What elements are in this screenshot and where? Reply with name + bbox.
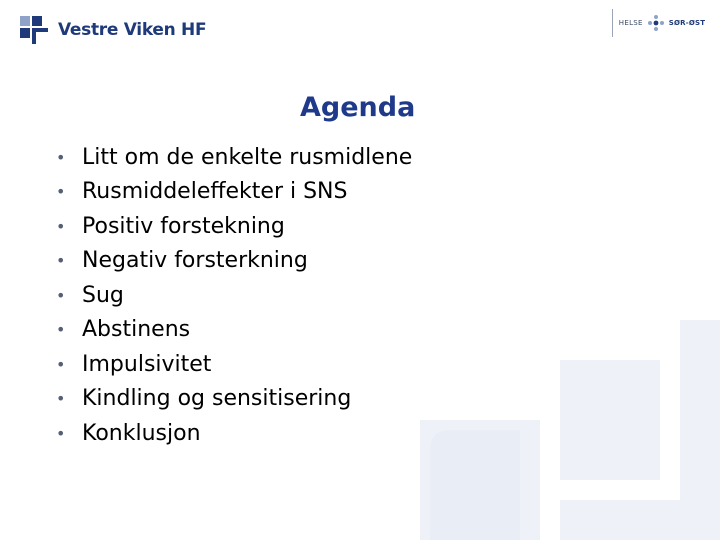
agenda-item-text: Negativ forsterkning xyxy=(82,248,308,274)
organization-name: Vestre Viken HF xyxy=(58,20,207,40)
bullet-icon: • xyxy=(56,423,66,443)
vestre-viken-logo xyxy=(18,12,206,48)
agenda-item xyxy=(56,244,412,279)
agenda-item xyxy=(56,347,412,382)
helse-dots-icon xyxy=(647,14,665,32)
bullet-icon: • xyxy=(56,389,66,409)
agenda-item xyxy=(56,416,412,451)
agenda-item-text: Rusmiddeleffekter i SNS xyxy=(82,179,348,205)
bullet-icon: • xyxy=(56,320,66,340)
bullet-icon: • xyxy=(56,147,66,167)
agenda-item xyxy=(56,140,412,175)
helse-label: HELSE xyxy=(618,19,643,27)
agenda-item-text: Konklusjon xyxy=(82,420,201,446)
agenda-list xyxy=(56,140,412,451)
bullet-icon: • xyxy=(56,251,66,271)
agenda-item xyxy=(56,313,412,348)
bullet-icon: • xyxy=(56,285,66,305)
agenda-item-text: Sug xyxy=(82,282,124,308)
bullet-icon: • xyxy=(56,216,66,236)
agenda-item-text: Abstinens xyxy=(82,317,191,343)
vestre-viken-cross-icon xyxy=(18,14,50,46)
agenda-item-text: Kindling og sensitisering xyxy=(82,386,352,412)
agenda-item xyxy=(56,175,412,210)
agenda-item xyxy=(56,278,412,313)
slide-title: Agenda xyxy=(300,92,416,123)
agenda-item-text: Litt om de enkelte rusmidlene xyxy=(82,144,413,170)
helse-sor-ost-logo xyxy=(612,9,711,37)
agenda-item-text: Impulsivitet xyxy=(82,351,212,377)
agenda-item-text: Positiv forstekning xyxy=(82,213,285,239)
agenda-item xyxy=(56,209,412,244)
region-label: SØR-ØST xyxy=(668,19,706,27)
agenda-item xyxy=(56,382,412,417)
bullet-icon: • xyxy=(56,182,66,202)
bullet-icon: • xyxy=(56,354,66,374)
